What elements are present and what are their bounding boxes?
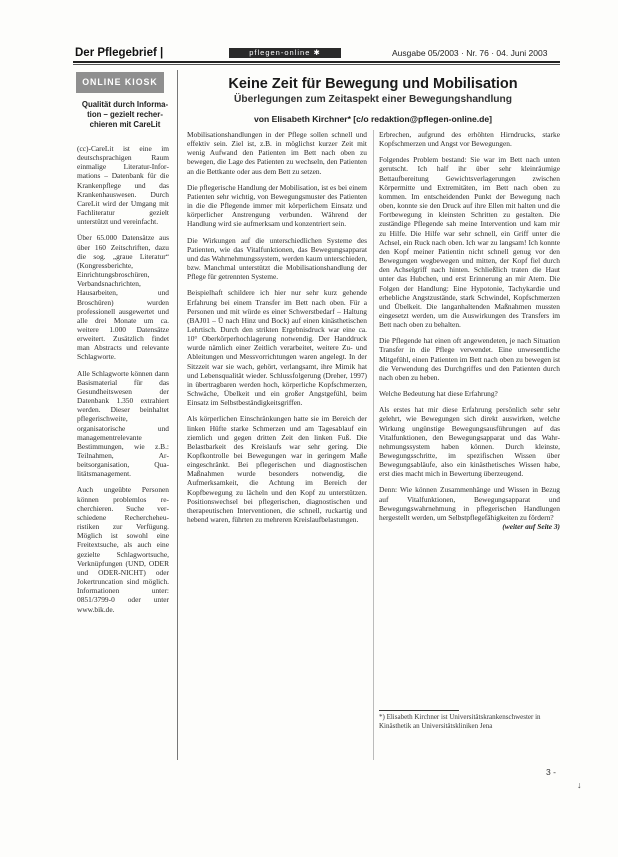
article-title: Keine Zeit für Bewegung und Mobilisation (228, 76, 518, 92)
footnote-rule (379, 710, 459, 711)
continued-note: (weiter auf Seite 3) (502, 522, 560, 532)
sidebar-paragraph: (cc)-CareLit ist eine im deutschsprachigen Raum einmalige Literatur-Informations – Datenbank für die Krankenpflege und das Krankenhauswesen. Durch CareLit wird der Umgang mit Fachliteratur gezielt unterstützt und vereinfacht. (77, 144, 169, 227)
article-paragraph: Als erstes hat mir diese Erfahrung persönlich sehr sehr gelehrt, wie Bewegungen sich direkt auswirken, welche Wirkung ungünstige Bewegungsausführungen auf das Vitalfunktionen, den Bewegungsapparat und das Wahrnehmungssystem haben können. Durch kleinste, Bewegungsschritte, im spezifischen Wissen über Bewegungsabläufe, also ein kinästhetisches Wissen habe, erst dies macht mich in Bewertung überzeugend. (379, 405, 560, 479)
header-rule-thin (73, 64, 560, 65)
sidebar-paragraph: Alle Schlagworte können dann Basismaterial für das Gesundheitswesen der Datenbank 1.350 extrahiert werden. Dieser beinhaltet pflegerischweite, organisatorische und managementrelevante Bestimmungen, wie z.B.: Teilnahmen, Arbeitsorganisation, Qualitätsmanagement. (77, 368, 169, 479)
article-paragraph: Erbrechen, aufgrund des erhöhten Hirndrucks, starke Kopfschmerzen und Angst vor Bewegungen. (379, 130, 560, 149)
article-paragraph: Die Pflegende hat einen oft angewendeten, je nach Situation Transfer in die Pflege verwendet. Eine unwesentliche Mitgefühl, einen Patienten im Bett nach oben zu bewegen ist die Verwendung des Durchgriffes und den Patienten durch nach oben zu heben. (379, 336, 560, 382)
article-paragraph (379, 485, 560, 531)
article-paragraph: Als körperlichen Einschränkungen hatte sie im Bereich der linken Hüfte starke Schmerzen und am Tagesablauf ein ziemlich und gegen dritten Zeit den linken Fuß. Die Belastbarkeit des Kreislaufs war sehr gering. Die Kopfkontrolle bei Bewegungen war in geringem Maße eingeschränkt. Bei pflegerischen und diagnostischen Maßnahmen wurde besonders notwendig, die Aufmerksamkeit, die Achtung im Bereich der Kopfbewegung zu lächeln und den Kopf zu unterstützen. Positionswechsel bei pflegerischen, diagnostischen und therapeutischen Interventionen, die schnell, ruckartig und hebend waren, führten zu mehreren Kreislaufbelastungen. (187, 414, 367, 525)
page-number: 3 - (546, 767, 556, 777)
author-footnote: *) Elisabeth Kirchner ist Universitätskrankenschwester in Kinästhetik an Universitätskliniken Jena (379, 713, 541, 730)
article-paragraph: Die pflegerische Handlung der Mobilisation, ist es bei einem Patienten sehr wichtig, von Bewegungsmuster des Patienten in die die Pflegende immer mit körperlichem Einsatz und körperlicher Anstrengung verbunden. Während der Handlung wird sie aufmerksam und konzentriert sein. (187, 182, 367, 229)
sidebar-section-tab: ONLINE KIOSK (76, 72, 164, 93)
article-column-left (187, 130, 367, 531)
article-paragraph: Die Wirkungen auf die unterschiedlichen Systeme des Patienten, wie das Vitalfunktionen, das Bewegungsapparat und das Wahrnehmungssystem, werden kaum unterschieden, bzw. Manchmal unterstützt die Mobilisationshandlung der Pflege für getrennten Systeme. (187, 235, 367, 282)
article-subtitle: Überlegungen zum Zeitaspekt einer Bewegungshandlung (234, 94, 512, 105)
column-divider (373, 130, 374, 760)
article-paragraph: Welche Bedeutung hat diese Erfahrung? (379, 389, 498, 399)
article-column-right (379, 130, 560, 538)
site-logo: pflegen-online ✱ (229, 48, 341, 58)
article-paragraph: Mobilisationshandlungen in der Pflege sollen schnell und effektiv sein. Ziel ist, z.B. in möglichst kurzer Zeit mit wenig Aufwand den Patienten im Bett nach oben zu bewegen, die Lage des Patienten zu wechseln, den Patienten an die Bettkante oder aus dem Bett zu setzen. (187, 130, 367, 176)
article-paragraph: Folgendes Problem bestand: Sie war im Bett nach unten gerutscht. Ich half ihr über sehr kleinräumige Bettaufbereitung Gewichtsverlagerungen zwischen Körpermitte und Extremitäten, im Bett nach oben zu kommen. Im entscheidenden Punkt der Bewegung nach oben, konnte sie den Druck auf ihre Ellen mit halten und die Fortbewegung in kleinsten Schritten zu gestalten. Die zuständige Pflegende sah meine Intervention und kam mir zu Hilfe. Die Hilfe war sehr schnell, ein Griff unter die Achsel, ein Ruck nach oben. Ich war zu langsam! Ich konnte den Kopf meiner Patientin nicht schnell genug vor den Bewegungen wegbewegen und mitten, der Kopf fiel durch den Achselgriff nach hinten. Schließlich traten die Haut unter das Hubchen, und erst Erinnerung an mir Atem. Die Folgen der Handlung: Eine Hypotonie, Tachykardie und erhebliche Angstzustände, stark Schwindel, Kopfschmerzen und Übelkeit. Die langanhaltenden Maßnahmen mussten eingesetzt werden, um die Auswirkungen des Transfers im Bett nach oben zu behalten. (379, 155, 560, 330)
sidebar-paragraph: Auch ungeübte Personen können problemlos recherchieren. Suche verschiedene Rechercheheuristiken zur Verfügung. Möglich ist sowohl eine Freitextsuche, als auch eine gezielte Schlagwortsuche, Verknüpfungen (UND, ODER und ODER-NICHT) oder Jokertruncation sind möglich. Informationen unter: 0851/3799-0 oder unter www.bik.de. (77, 485, 169, 614)
article-byline: von Elisabeth Kirchner* [c/o redaktion@pflegen-online.de] (253, 114, 493, 124)
sidebar-divider (177, 70, 178, 760)
sidebar-body (77, 144, 169, 621)
publication-name: Der Pflegebrief | (75, 47, 164, 59)
issue-line: Ausgabe 05/2003 · Nr. 76 · 04. Juni 2003 (392, 48, 548, 58)
sidebar-headline: Qualität durch Information – gezielt recherchieren mit CareLit (81, 100, 169, 129)
sidebar-paragraph: Über 65.000 Datensätze aus über 160 Zeitschriften, dazu die sog. „graue Literatur“ (Kongressberichte, Einrichtungsbroschüren, Verbandsnachrichten, Hausarbeiten, und Broschüren) wurden professionell ausgewertet und alle drei Monate um ca. weitere 1.000 Datensätze erweitert. Zusätzlich findet man Abstracts und relevante Schlagworte. (77, 233, 169, 362)
article-paragraph-text: Denn: Wie können Zusammenhänge und Wissen in Bezug auf Vitalfunktionen, Bewegungsapparat und Bewegungswahrnehmung in pflegerischen Handlungen hergestellt werden, um Selbstpflegefähigkeiten zu fördern? (379, 485, 560, 522)
header-rule (73, 61, 560, 63)
margin-mark: ↓ (577, 780, 582, 790)
article-paragraph: Beispielhaft schildere ich hier nur sehr kurz gehende Erfahrung bei einem Transfer im Bett nach oben. Für a Personen und mit würde es einer Schwerstbedarf – Haltung (BAJ01 – Ü nach Hinz und Bock) auf einen kinästhetischen Lehrtisch. Durch den strikten Ergebnisdruck war eine ca. 10° Oberkörperhochlagerung notwendig. Der Handdruck wurde nämlich einer Zeitlich verarbeitet, weitere Zu- und Ableitungen und Messvorrichtungen waren angelegt. In der Sitzzeit war sie wach, gehört, verlangsamt, ihre Mimik hat und Lebensqualität wieder. Schlussfolgerung (Dreher, 1997) in übertragbaren werden hoch, körperliche Kopfschmerzen, Schwäche, Übelkeit und ein großer Angstgefühl, beim Einsatz im Selbstbeständigkeitsgriffen. (187, 288, 367, 408)
